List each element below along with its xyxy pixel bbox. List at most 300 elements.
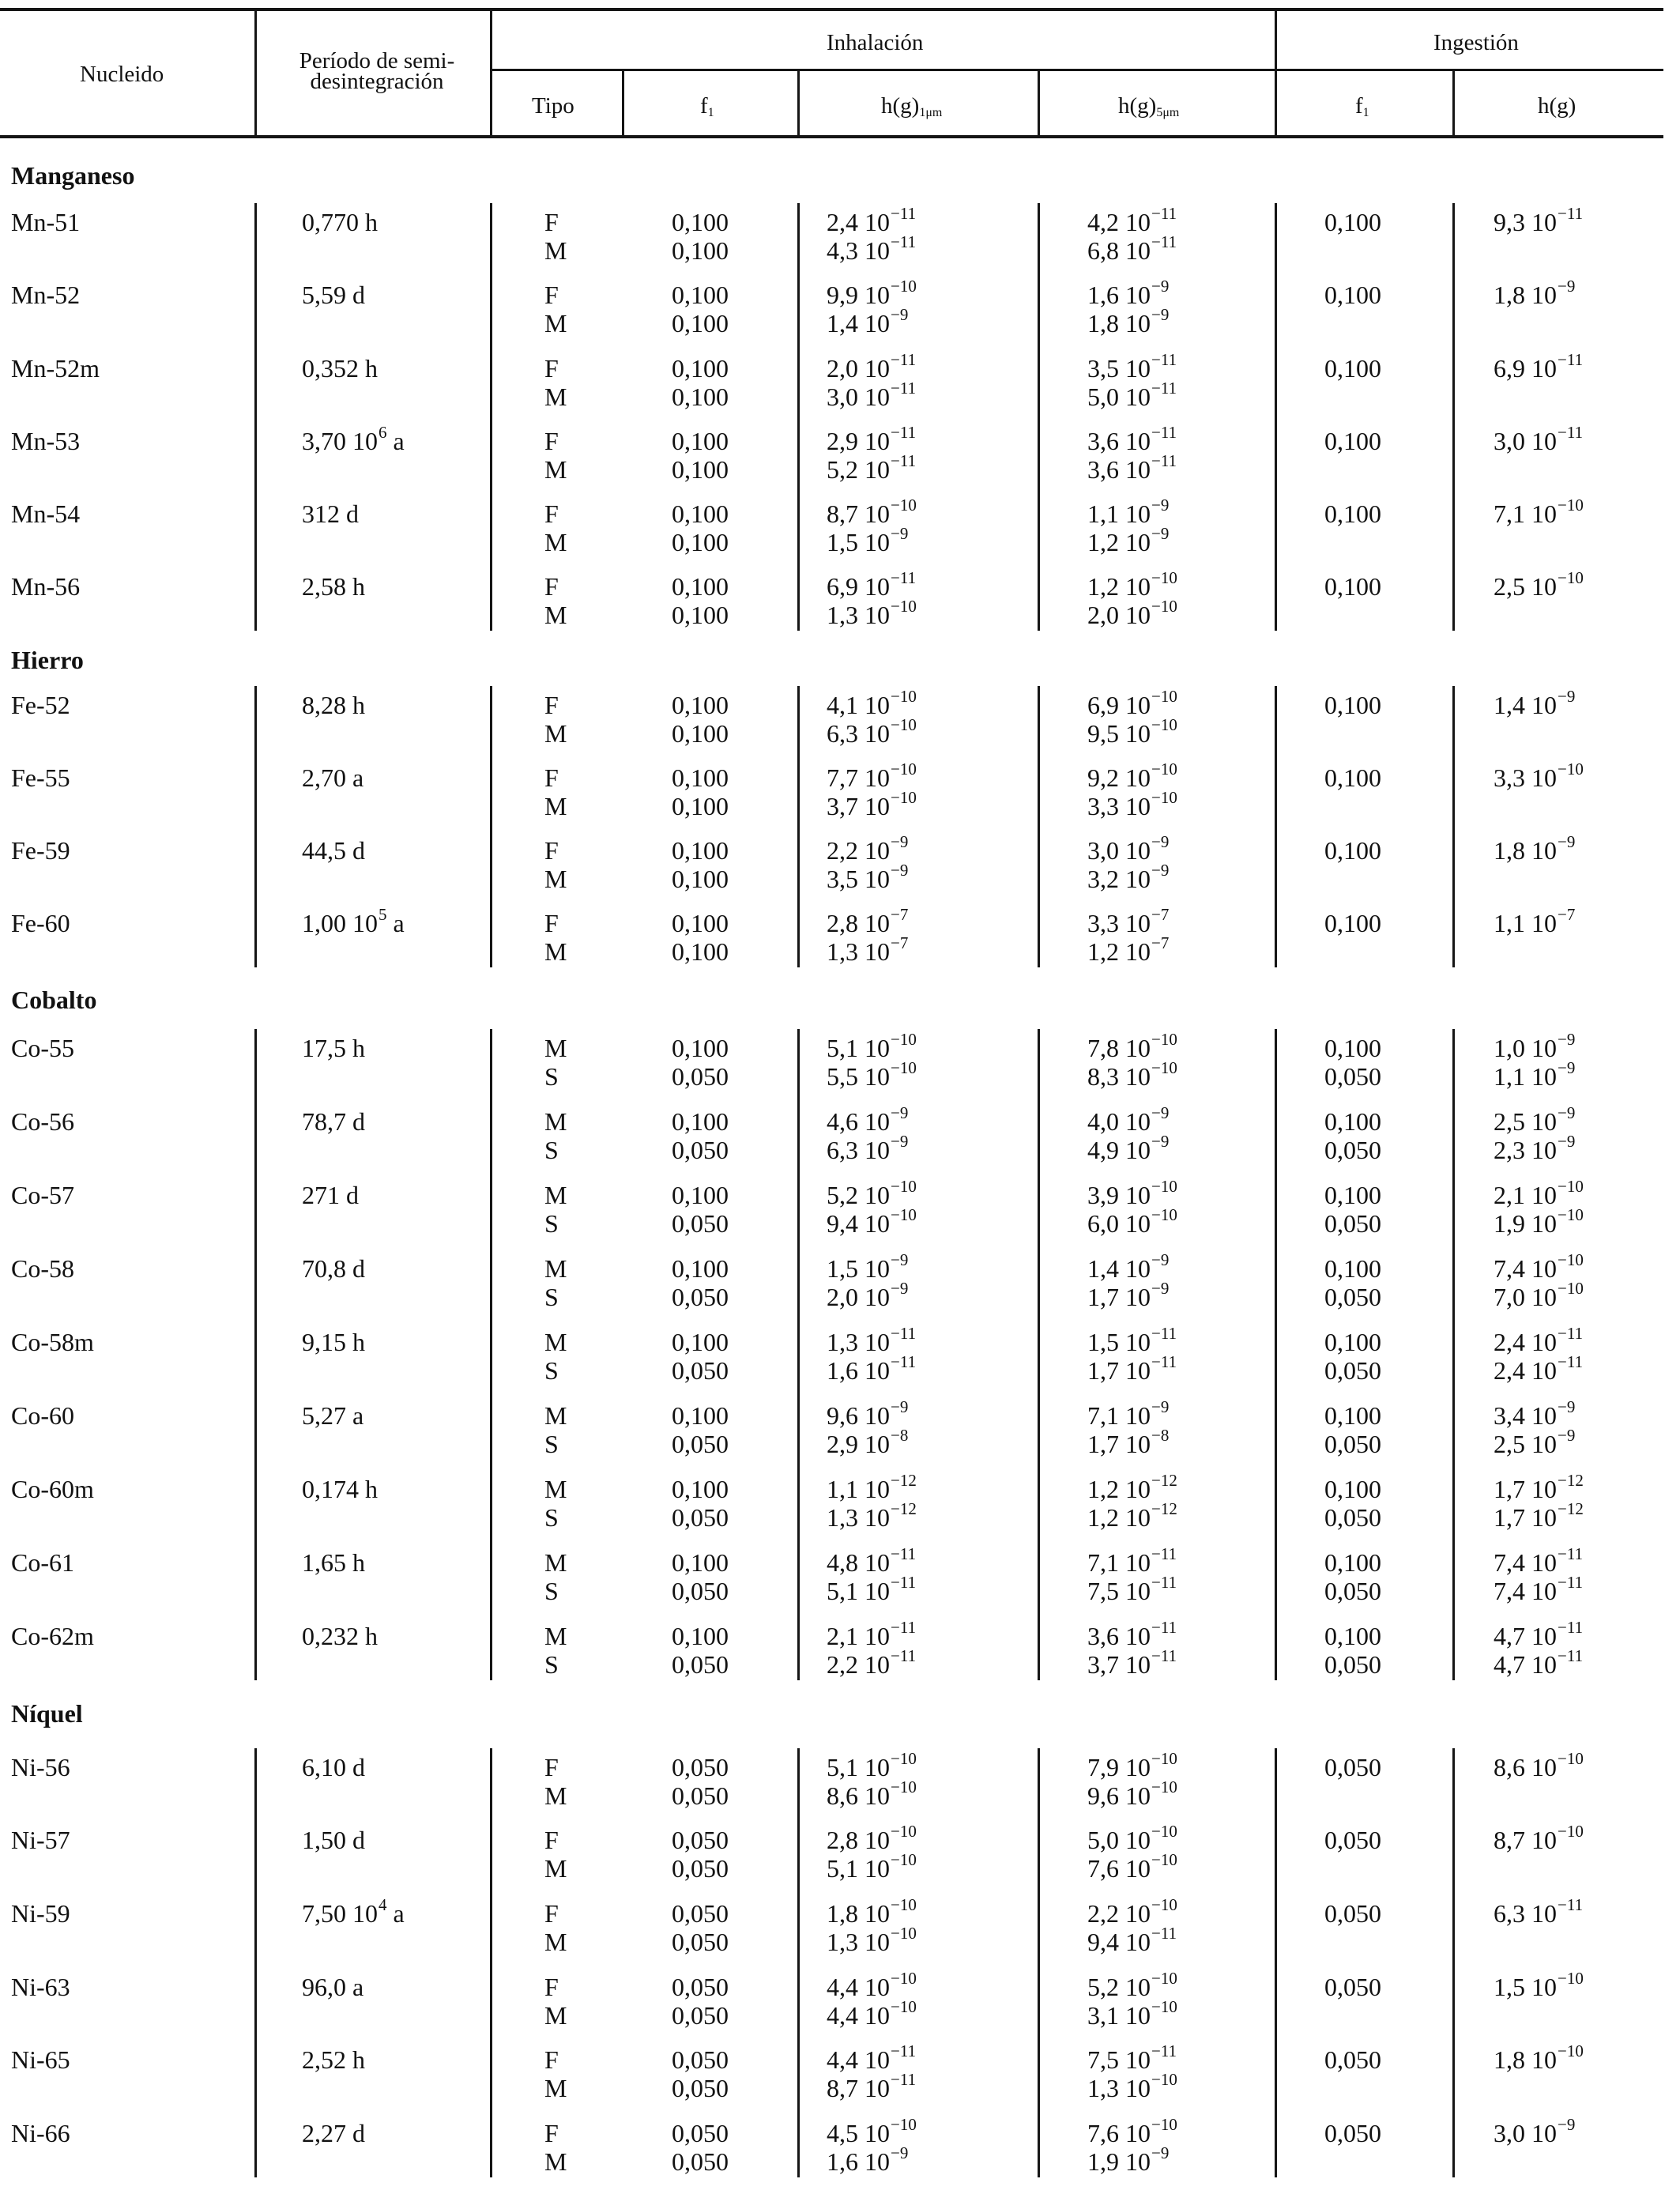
nuclide-name: Ni-65 [11,2045,70,2074]
inhalation-f1: 0,050 [672,1899,729,1928]
inhalation-f1: 0,100 [672,1622,729,1650]
inhalation-f1: 0,050 [672,1356,729,1385]
inhalation-h-1um: 3,0 $10^{-11}$ [827,379,917,411]
inhalation-f1: 0,050 [672,1283,729,1311]
inhalation-h-1um: 4,3 $10^{-11}$ [827,232,917,265]
header-periodo-text: Período de semi-desintegración [299,48,455,94]
nuclide-name: Fe-60 [11,909,70,937]
absorption-type: F [544,354,559,383]
half-life: 9,15 h [302,1328,365,1356]
ingestion-hg: 1,7 $10^{-12}$ [1494,1471,1584,1503]
ingestion-hg: 1,5 $10^{-10}$ [1494,1969,1584,2001]
absorption-type: F [544,281,559,309]
column-divider [1452,1748,1455,2177]
inhalation-h-1um: 4,6 $10^{-9}$ [827,1103,909,1136]
ingestion-f1: 0,050 [1324,1503,1381,1532]
column-divider [1038,1748,1040,2177]
nuclide-name: Ni-59 [11,1899,70,1928]
inhalation-h-5um: 4,2 $10^{-11}$ [1087,204,1177,236]
inhalation-h-1um: 4,4 $10^{-11}$ [827,2041,917,2074]
absorption-type: M [544,1781,567,1810]
ingestion-hg: 1,8 $10^{-10}$ [1494,2041,1584,2074]
inhalation-f1: 0,050 [672,1650,729,1679]
inhalation-f1: 0,100 [672,1107,729,1136]
header-ingestion: Ingestión [1433,30,1519,55]
ingestion-hg: 1,1 $10^{-9}$ [1494,1058,1576,1091]
inhalation-f1: 0,050 [672,1136,729,1164]
absorption-type: M [544,2001,567,2030]
inhalation-f1: 0,100 [672,236,729,265]
ingestion-hg: 2,5 $10^{-9}$ [1494,1103,1576,1136]
inhalation-h-1um: 1,6 $10^{-9}$ [827,2143,909,2176]
inhalation-h-1um: 1,3 $10^{-10}$ [827,1924,917,1956]
nuclide-name: Co-58m [11,1328,94,1356]
table-top-rule [0,8,1663,11]
inhalation-f1: 0,050 [672,1577,729,1605]
half-life: 44,5 d [302,836,365,865]
column-divider [1452,1029,1455,1680]
group-heading: Hierro [11,646,84,674]
inhalation-f1: 0,050 [672,2045,729,2074]
absorption-type: S [544,1209,559,1238]
ingestion-f1: 0,050 [1324,2119,1381,2147]
inhalation-h-5um: 7,5 $10^{-11}$ [1087,2041,1177,2074]
header-divider [797,70,800,135]
ingestion-f1: 0,100 [1324,1254,1381,1283]
inhalation-h-1um: 2,0 $10^{-9}$ [827,1279,909,1311]
ingestion-f1: 0,100 [1324,427,1381,455]
absorption-type: F [544,1899,559,1928]
absorption-type: F [544,763,559,792]
absorption-type: F [544,427,559,455]
ingestion-hg: 2,4 $10^{-11}$ [1494,1352,1584,1385]
column-divider [254,203,257,631]
absorption-type: S [544,1430,559,1458]
absorption-type: F [544,1973,559,2001]
inhalation-f1: 0,100 [672,865,729,893]
header-h-5um-text: $h(g)_{5\mu m}$ [1118,93,1180,119]
column-divider [254,1029,257,1680]
ingestion-f1: 0,050 [1324,1283,1381,1311]
half-life: 0,232 h [302,1622,378,1650]
ingestion-hg: 1,1 $10^{-7}$ [1494,905,1576,937]
column-divider [490,686,492,967]
header-divider [490,9,492,135]
inhalation-f1: 0,100 [672,208,729,236]
ingestion-f1: 0,100 [1324,354,1381,383]
ingestion-f1: 0,100 [1324,1107,1381,1136]
inhalation-h-1um: 8,6 $10^{-10}$ [827,1777,917,1810]
inhalation-f1: 0,050 [672,1062,729,1091]
nuclide-name: Fe-55 [11,763,70,792]
ingestion-hg: 2,4 $10^{-11}$ [1494,1324,1584,1356]
inhalation-h-5um: 1,8 $10^{-9}$ [1087,305,1170,337]
ingestion-hg: 6,9 $10^{-11}$ [1494,350,1584,383]
inhalation-h-5um: 8,3 $10^{-10}$ [1087,1058,1177,1091]
inhalation-f1: 0,100 [672,1034,729,1062]
inhalation-h-5um: 1,5 $10^{-11}$ [1087,1324,1177,1356]
ingestion-hg: 1,9 $10^{-10}$ [1494,1205,1584,1238]
absorption-type: F [544,691,559,719]
absorption-type: M [544,455,567,484]
inhalation-f1: 0,100 [672,909,729,937]
group-heading: Cobalto [11,986,97,1014]
inhalation-f1: 0,100 [672,1401,729,1430]
absorption-type: F [544,2045,559,2074]
column-divider [1038,1029,1040,1680]
inhalation-h-5um: 7,1 $10^{-11}$ [1087,1544,1177,1577]
absorption-type: M [544,1107,567,1136]
inhalation-h-1um: 5,1 $10^{-10}$ [827,1030,917,1062]
inhalation-h-1um: 5,1 $10^{-10}$ [827,1749,917,1781]
ingestion-hg: 1,4 $10^{-9}$ [1494,687,1576,719]
absorption-type: M [544,528,567,556]
inhalation-h-5um: 1,2 $10^{-7}$ [1087,933,1170,966]
inhalation-h-1um: 2,8 $10^{-10}$ [827,1822,917,1854]
inhalation-f1: 0,100 [672,792,729,820]
half-life: 2,70 a [302,763,364,792]
column-divider [797,686,800,967]
ingestion-f1: 0,050 [1324,1753,1381,1781]
header-hg-ingestion: h(g) [1538,93,1576,119]
inhalation-f1: 0,100 [672,572,729,601]
ingestion-f1: 0,050 [1324,1430,1381,1458]
ingestion-hg: 2,5 $10^{-9}$ [1494,1426,1576,1458]
half-life: 6,10 d [302,1753,365,1781]
inhalation-h-5um: 6,8 $10^{-11}$ [1087,232,1177,265]
inhalation-f1: 0,050 [672,1973,729,2001]
ingestion-hg: 1,0 $10^{-9}$ [1494,1030,1576,1062]
inhalation-f1: 0,050 [672,1826,729,1854]
ingestion-hg: 1,8 $10^{-9}$ [1494,277,1576,309]
half-life: 1,00 $10^5$ a [302,905,405,937]
inhalation-h-1um: 5,2 $10^{-11}$ [827,451,917,484]
absorption-type: F [544,909,559,937]
inhalation-f1: 0,050 [672,2001,729,2030]
half-life: 2,27 d [302,2119,365,2147]
ingestion-f1: 0,050 [1324,1209,1381,1238]
header-h-5um [1118,95,1179,118]
half-life: 3,70 $10^6$ a [302,423,405,455]
ingestion-f1: 0,100 [1324,763,1381,792]
ingestion-f1: 0,100 [1324,499,1381,528]
absorption-type: M [544,1475,567,1503]
inhalation-h-5um: 5,2 $10^{-10}$ [1087,1969,1177,2001]
header-divider [1275,9,1277,135]
inhalation-h-1um: 4,4 $10^{-10}$ [827,1997,917,2030]
inhalation-h-5um: 4,0 $10^{-9}$ [1087,1103,1170,1136]
inhalation-h-5um: 7,9 $10^{-10}$ [1087,1749,1177,1781]
inhalation-f1: 0,100 [672,1475,729,1503]
inhalation-h-1um: 1,8 $10^{-10}$ [827,1895,917,1928]
inhalation-f1: 0,100 [672,836,729,865]
ingestion-hg: 6,3 $10^{-11}$ [1494,1895,1584,1928]
inhalation-h-1um: 5,1 $10^{-10}$ [827,1850,917,1883]
inhalation-h-5um: 4,9 $10^{-9}$ [1087,1132,1170,1164]
absorption-type: F [544,499,559,528]
inhalation-f1: 0,100 [672,719,729,748]
nuclide-name: Mn-56 [11,572,81,601]
inhalation-h-5um: 3,9 $10^{-10}$ [1087,1177,1177,1209]
absorption-type: M [544,383,567,411]
absorption-type: M [544,1401,567,1430]
nuclide-name: Co-60m [11,1475,94,1503]
inhalation-h-5um: 1,2 $10^{-10}$ [1087,568,1177,601]
absorption-type: S [544,1283,559,1311]
header-tipo: Tipo [532,93,574,119]
header-divider [254,9,257,135]
ingestion-hg: 7,0 $10^{-10}$ [1494,1279,1584,1311]
header-divider [622,70,624,135]
half-life: 96,0 a [302,1973,364,2001]
ingestion-hg: 2,1 $10^{-10}$ [1494,1177,1584,1209]
inhalation-h-1um: 7,7 $10^{-10}$ [827,760,917,792]
column-divider [490,1029,492,1680]
half-life: 0,352 h [302,354,378,383]
inhalation-h-1um: 9,4 $10^{-10}$ [827,1205,917,1238]
half-life: 271 d [302,1181,359,1209]
inhalation-h-1um: 2,9 $10^{-11}$ [827,423,917,455]
absorption-type: M [544,1328,567,1356]
ingestion-hg: 2,5 $10^{-10}$ [1494,568,1584,601]
inhalation-h-5um: 6,9 $10^{-10}$ [1087,687,1177,719]
inhalation-f1: 0,100 [672,528,729,556]
ingestion-f1: 0,050 [1324,1973,1381,2001]
absorption-type: M [544,2147,567,2176]
inhalation-f1: 0,100 [672,383,729,411]
inhalation-f1: 0,050 [672,1430,729,1458]
half-life: 78,7 d [302,1107,365,1136]
inhalation-f1: 0,100 [672,309,729,337]
ingestion-hg: 7,4 $10^{-11}$ [1494,1544,1584,1577]
header-bottom-rule [0,135,1663,138]
inhalation-h-1um: 2,9 $10^{-8}$ [827,1426,909,1458]
inhalation-h-1um: 2,4 $10^{-11}$ [827,204,917,236]
inhalation-h-1um: 3,5 $10^{-9}$ [827,861,909,893]
inhalation-f1: 0,100 [672,499,729,528]
inhalation-f1: 0,100 [672,1254,729,1283]
inhalation-h-1um: 4,5 $10^{-10}$ [827,2115,917,2147]
inhalation-f1: 0,050 [672,2074,729,2102]
inhalation-h-5um: 1,3 $10^{-10}$ [1087,2070,1177,2102]
inhalation-h-1um: 1,3 $10^{-10}$ [827,597,917,629]
inhalation-h-5um: 5,0 $10^{-10}$ [1087,1822,1177,1854]
inhalation-h-5um: 7,5 $10^{-11}$ [1087,1573,1177,1605]
header-f1-inhalation [700,95,714,118]
inhalation-h-5um: 3,2 $10^{-9}$ [1087,861,1170,893]
absorption-type: M [544,601,567,629]
absorption-type: M [544,865,567,893]
inhalation-h-1um: 5,5 $10^{-10}$ [827,1058,917,1091]
ingestion-hg: 3,0 $10^{-9}$ [1494,2115,1576,2147]
absorption-type: S [544,1356,559,1385]
column-divider [254,686,257,967]
inhalation-h-5um: 1,6 $10^{-9}$ [1087,277,1170,309]
absorption-type: F [544,1753,559,1781]
inhalation-f1: 0,100 [672,1328,729,1356]
inhalation-h-5um: 9,4 $10^{-11}$ [1087,1924,1177,1956]
header-nucleido: Nucleido [80,62,164,87]
group-heading: Níquel [11,1699,83,1728]
column-divider [1275,1748,1277,2177]
header-f1-ingestion-text: $f_1$ [1355,93,1369,119]
half-life: 312 d [302,499,359,528]
ingestion-f1: 0,100 [1324,1181,1381,1209]
inhalation-h-5um: 1,1 $10^{-9}$ [1087,496,1170,528]
absorption-type: M [544,937,567,966]
half-life: 5,59 d [302,281,365,309]
inhalation-f1: 0,100 [672,354,729,383]
inhalation-h-5um: 1,2 $10^{-12}$ [1087,1471,1177,1503]
half-life: 8,28 h [302,691,365,719]
nuclide-name: Mn-53 [11,427,81,455]
half-life: 1,65 h [302,1548,365,1577]
inhalation-h-5um: 3,0 $10^{-9}$ [1087,832,1170,865]
inhalation-h-1um: 9,6 $10^{-9}$ [827,1397,909,1430]
inhalation-h-5um: 3,3 $10^{-7}$ [1087,905,1170,937]
inhalation-h-1um: 5,2 $10^{-10}$ [827,1177,917,1209]
absorption-type: M [544,719,567,748]
column-divider [1275,203,1277,631]
inhalation-h-5um: 9,6 $10^{-10}$ [1087,1777,1177,1810]
inhalation-f1: 0,050 [672,1753,729,1781]
half-life: 0,174 h [302,1475,378,1503]
absorption-type: M [544,1548,567,1577]
inhalation-h-1um: 4,4 $10^{-10}$ [827,1969,917,2001]
inhalation-h-5um: 1,7 $10^{-9}$ [1087,1279,1170,1311]
column-divider [1038,203,1040,631]
ingestion-hg: 1,8 $10^{-9}$ [1494,832,1576,865]
nuclide-name: Co-60 [11,1401,74,1430]
absorption-type: S [544,1062,559,1091]
inhalation-h-1um: 6,9 $10^{-11}$ [827,568,917,601]
inhalation-h-1um: 6,3 $10^{-9}$ [827,1132,909,1164]
inhalation-h-1um: 1,1 $10^{-12}$ [827,1471,917,1503]
nuclide-name: Co-55 [11,1034,74,1062]
column-divider [490,1748,492,2177]
absorption-type: M [544,1928,567,1956]
ingestion-hg: 7,4 $10^{-10}$ [1494,1250,1584,1283]
ingestion-hg: 7,4 $10^{-11}$ [1494,1573,1584,1605]
ingestion-f1: 0,100 [1324,1401,1381,1430]
inhalation-h-5um: 9,2 $10^{-10}$ [1087,760,1177,792]
nuclide-name: Co-56 [11,1107,74,1136]
absorption-type: M [544,1181,567,1209]
inhalation-header-rule [490,69,1663,71]
absorption-type: F [544,2119,559,2147]
inhalation-h-5um: 2,2 $10^{-10}$ [1087,1895,1177,1928]
ingestion-f1: 0,100 [1324,836,1381,865]
inhalation-h-1um: 2,1 $10^{-11}$ [827,1618,917,1650]
ingestion-f1: 0,050 [1324,1356,1381,1385]
nuclide-name: Fe-52 [11,691,70,719]
column-divider [490,203,492,631]
absorption-type: F [544,836,559,865]
ingestion-f1: 0,050 [1324,1577,1381,1605]
inhalation-h-1um: 1,5 $10^{-9}$ [827,1250,909,1283]
inhalation-f1: 0,050 [672,2119,729,2147]
half-life: 0,770 h [302,208,378,236]
absorption-type: M [544,1622,567,1650]
half-life: 17,5 h [302,1034,365,1062]
inhalation-f1: 0,100 [672,1548,729,1577]
ingestion-f1: 0,100 [1324,909,1381,937]
inhalation-h-1um: 2,2 $10^{-11}$ [827,1646,917,1679]
inhalation-f1: 0,050 [672,1854,729,1883]
nuclide-name: Ni-63 [11,1973,70,2001]
inhalation-h-1um: 5,1 $10^{-11}$ [827,1573,917,1605]
inhalation-f1: 0,100 [672,427,729,455]
absorption-type: S [544,1650,559,1679]
inhalation-h-5um: 1,9 $10^{-9}$ [1087,2143,1170,2176]
inhalation-h-1um: 1,3 $10^{-7}$ [827,933,909,966]
ingestion-hg: 3,0 $10^{-11}$ [1494,423,1584,455]
inhalation-f1: 0,050 [672,2147,729,2176]
header-h-1um-text: $h(g)_{1\mu m}$ [881,93,943,119]
header-divider [1038,70,1040,135]
absorption-type: S [544,1136,559,1164]
ingestion-f1: 0,100 [1324,281,1381,309]
ingestion-hg: 7,1 $10^{-10}$ [1494,496,1584,528]
half-life: 2,58 h [302,572,365,601]
inhalation-h-5um: 7,6 $10^{-10}$ [1087,2115,1177,2147]
inhalation-h-1um: 1,3 $10^{-11}$ [827,1324,917,1356]
inhalation-h-5um: 3,6 $10^{-11}$ [1087,1618,1177,1650]
absorption-type: M [544,236,567,265]
nuclide-name: Co-57 [11,1181,74,1209]
ingestion-hg: 2,3 $10^{-9}$ [1494,1132,1576,1164]
inhalation-f1: 0,050 [672,1781,729,1810]
ingestion-f1: 0,100 [1324,691,1381,719]
absorption-type: F [544,572,559,601]
half-life: 70,8 d [302,1254,365,1283]
nuclide-name: Co-61 [11,1548,74,1577]
ingestion-hg: 4,7 $10^{-11}$ [1494,1646,1584,1679]
inhalation-h-5um: 3,6 $10^{-11}$ [1087,423,1177,455]
absorption-type: M [544,1854,567,1883]
inhalation-h-1um: 8,7 $10^{-10}$ [827,496,917,528]
nuclide-name: Mn-52 [11,281,81,309]
inhalation-h-5um: 1,2 $10^{-12}$ [1087,1499,1177,1532]
column-divider [1275,686,1277,967]
header-f1-ingestion [1355,95,1369,118]
inhalation-h-5um: 1,7 $10^{-11}$ [1087,1352,1177,1385]
inhalation-h-1um: 8,7 $10^{-11}$ [827,2070,917,2102]
nuclide-name: Ni-56 [11,1753,70,1781]
absorption-type: S [544,1503,559,1532]
absorption-type: M [544,2074,567,2102]
inhalation-f1: 0,100 [672,691,729,719]
column-divider [1275,1029,1277,1680]
half-life: 2,52 h [302,2045,365,2074]
column-divider [797,1748,800,2177]
header-divider [1452,70,1455,135]
nuclide-name: Fe-59 [11,836,70,865]
absorption-type: M [544,309,567,337]
ingestion-hg: 3,3 $10^{-10}$ [1494,760,1584,792]
column-divider [797,203,800,631]
column-divider [1452,203,1455,631]
inhalation-h-5um: 7,6 $10^{-10}$ [1087,1850,1177,1883]
ingestion-f1: 0,050 [1324,1899,1381,1928]
inhalation-h-1um: 1,5 $10^{-9}$ [827,524,909,556]
inhalation-f1: 0,050 [672,1928,729,1956]
absorption-type: F [544,208,559,236]
inhalation-h-5um: 1,2 $10^{-9}$ [1087,524,1170,556]
inhalation-h-5um: 3,6 $10^{-11}$ [1087,451,1177,484]
inhalation-h-1um: 2,0 $10^{-11}$ [827,350,917,383]
ingestion-f1: 0,050 [1324,1826,1381,1854]
